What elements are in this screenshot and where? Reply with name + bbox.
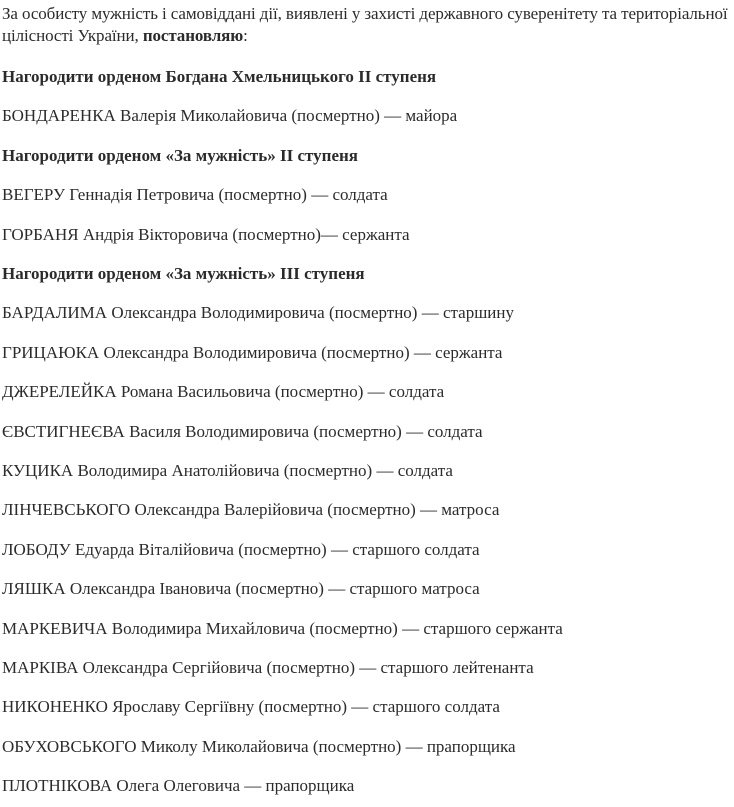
recipient-line: ГОРБАНЯ Андрія Вікторовича (посмертно)— сержанта: [2, 225, 410, 244]
recipient-line: ОБУХОВСЬКОГО Миколу Миколайовича (посмертно) — прапорщика: [2, 737, 516, 756]
recipient-line: ЛЯШКА Олександра Івановича (посмертно) — старшого матроса: [2, 579, 480, 598]
award-heading: Нагородити орденом Богдана Хмельницького ІІ ступеня: [2, 67, 437, 86]
recipient-line: ДЖЕРЕЛЕЙКА Романа Васильовича (посмертно) — солдата: [2, 382, 445, 401]
recipient-line: ЄВСТИГНЕЄВА Василя Володимировича (посмертно) — солдата: [2, 422, 483, 441]
recipient-line: ПЛОТНІКОВА Олега Олеговича — прапорщика: [2, 776, 355, 795]
recipient-line: БАРДАЛИМА Олександра Володимировича (посмертно) — старшину: [2, 303, 514, 322]
recipient-line: БОНДАРЕНКА Валерія Миколайовича (посмертно) — майора: [2, 106, 458, 125]
award-heading: Нагородити орденом «За мужність» ІІІ ступеня: [2, 264, 365, 283]
recipient-line: НИКОНЕНКО Ярославу Сергіївну (посмертно) — старшого солдата: [2, 697, 500, 716]
decree-intro: [2, 0, 730, 47]
recipient-line: ВЕГЕРУ Геннадія Петровича (посмертно) — солдата: [2, 185, 388, 204]
recipient-line: ЛІНЧЕВСЬКОГО Олександра Валерійовича (посмертно) — матроса: [2, 500, 500, 519]
award-heading: Нагородити орденом «За мужність» ІІ ступеня: [2, 146, 358, 165]
recipient-line: КУЦИКА Володимира Анатолійовича (посмертно) — солдата: [2, 461, 453, 480]
intro-decree-word: постановляю: [142, 26, 244, 45]
decree-document: [2, 0, 730, 797]
recipient-line: ГРИЦАЮКА Олександра Володимировича (посмертно) — сержанта: [2, 343, 503, 362]
recipient-line: МАРКЕВИЧА Володимира Михайловича (посмертно) — старшого сержанта: [2, 619, 563, 638]
intro-suffix: :: [243, 26, 248, 45]
intro-text: За особисту мужність і самовіддані дії, виявлені у захисті державного суверенітету та територіальної цілісності України,: [2, 4, 728, 45]
recipient-line: МАРКІВА Олександра Сергійовича (посмертно) — старшого лейтенанта: [2, 658, 534, 677]
recipient-line: ЛОБОДУ Едуарда Віталійовича (посмертно) — старшого солдата: [2, 540, 480, 559]
award-list: [2, 66, 730, 797]
